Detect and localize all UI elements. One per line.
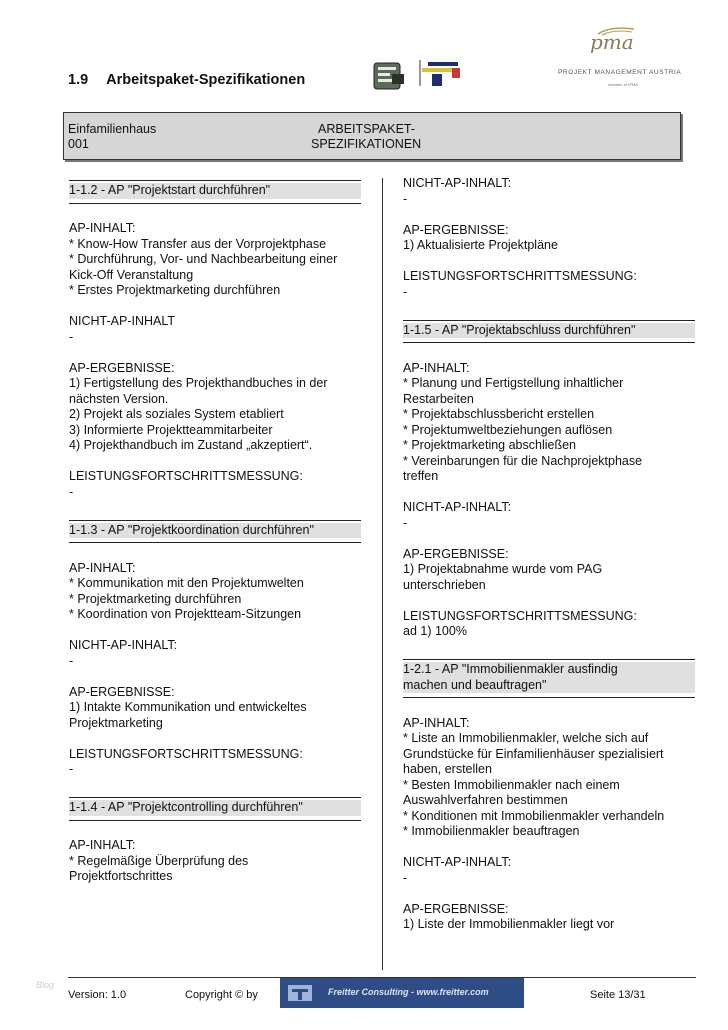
list-item: Restarbeiten bbox=[403, 391, 474, 406]
label-nicht-ap-inhalt: NICHT-AP-INHALT: bbox=[403, 176, 512, 190]
package-title-1-2-1 bbox=[403, 662, 695, 693]
header-title-line1: ARBEITSPAKET- bbox=[318, 122, 416, 136]
project-code: 001 bbox=[68, 137, 89, 151]
watermark: Blog bbox=[36, 980, 55, 990]
label-ap-ergebnisse: AP-ERGEBNISSE: bbox=[403, 901, 509, 916]
list-item: * Projektmarketing abschließen bbox=[403, 438, 576, 452]
label-messung: LEISTUNGSFORTSCHRITTSMESSUNG: bbox=[403, 608, 637, 623]
label-nicht-ap-inhalt: NICHT-AP-INHALT bbox=[69, 314, 176, 328]
pma-logo bbox=[556, 26, 682, 90]
list-item: * Know-How Transfer aus der Vorprojektphase bbox=[69, 236, 327, 251]
label-ap-inhalt: AP-INHALT: bbox=[403, 715, 470, 730]
list-item: * Vereinbarungen für die Nachprojektphase bbox=[403, 453, 643, 468]
separator-rule bbox=[403, 320, 695, 321]
left-column bbox=[69, 176, 361, 885]
header-title-line2: SPEZIFIKATIONEN bbox=[311, 137, 422, 151]
separator-rule bbox=[69, 203, 361, 204]
label-nicht-ap-inhalt: NICHT-AP-INHALT: bbox=[69, 638, 178, 652]
section-number: 1.9 bbox=[68, 72, 89, 88]
section-title: Arbeitspaket-Spezifikationen bbox=[106, 72, 306, 88]
footer-copyright: Copyright © by bbox=[185, 989, 258, 1001]
dash-value: - bbox=[69, 484, 74, 499]
label-ap-inhalt: AP-INHALT: bbox=[403, 360, 470, 375]
list-item: haben, erstellen bbox=[403, 762, 492, 776]
list-item: Grundstücke für Einfamilienhäuser spezialisiert bbox=[403, 746, 664, 761]
list-item: * Konditionen mit Immobilienmakler verhandeln bbox=[403, 808, 665, 823]
separator-rule bbox=[69, 180, 361, 181]
list-item: 1) Liste der Immobilienmakler liegt vor bbox=[403, 917, 615, 931]
project-name: Einfamilienhaus bbox=[68, 122, 157, 136]
list-item: nächsten Version. bbox=[69, 391, 169, 406]
list-item: 4) Projekthandbuch im Zustand „akzeptiert“. bbox=[69, 438, 313, 452]
list-item: * Planung und Fertigstellung inhaltlicher bbox=[403, 376, 624, 390]
separator-rule bbox=[69, 797, 361, 798]
package-title-1-1-3: 1-1.3 - AP "Projektkoordination durchführen" bbox=[69, 523, 361, 539]
list-item: Projektfortschrittes bbox=[69, 869, 173, 883]
list-item: 1) Fertigstellung des Projekthandbuches in der bbox=[69, 376, 328, 390]
list-item: * Regelmäßige Überprüfung des bbox=[69, 853, 249, 868]
list-item: * Immobilienmakler beauftragen bbox=[403, 824, 580, 838]
separator-rule bbox=[403, 659, 695, 660]
list-item: * Projektumweltbeziehungen auflösen bbox=[403, 422, 613, 437]
label-ap-ergebnisse: AP-ERGEBNISSE: bbox=[403, 546, 509, 561]
list-item: unterschrieben bbox=[403, 577, 486, 592]
gantt-chart-icon bbox=[418, 58, 464, 88]
label-ap-ergebnisse: AP-ERGEBNISSE: bbox=[69, 360, 175, 375]
label-ap-inhalt: AP-INHALT: bbox=[69, 560, 136, 575]
list-item: treffen bbox=[403, 469, 439, 483]
label-nicht-ap-inhalt: NICHT-AP-INHALT: bbox=[403, 500, 512, 514]
list-item: * Erstes Projektmarketing durchführen bbox=[69, 283, 281, 297]
separator-rule bbox=[69, 520, 361, 521]
package-title-line: machen und beauftragen" bbox=[403, 677, 547, 692]
dash-value: - bbox=[69, 329, 74, 344]
list-item: 3) Informierte Projektteammitarbeiter bbox=[69, 422, 273, 437]
column-divider bbox=[382, 178, 383, 970]
list-item: * Kommunikation mit den Projektumwelten bbox=[69, 576, 304, 590]
label-ap-ergebnisse: AP-ERGEBNISSE: bbox=[403, 222, 509, 237]
label-messung: LEISTUNGSFORTSCHRITTSMESSUNG: bbox=[403, 269, 637, 283]
logo-text: pma bbox=[590, 30, 634, 54]
package-title-1-1-5: 1-1.5 - AP "Projektabschluss durchführen" bbox=[403, 323, 695, 339]
dash-value: - bbox=[403, 284, 408, 299]
label-ap-inhalt: AP-INHALT: bbox=[69, 221, 136, 235]
dash-value: - bbox=[403, 191, 408, 206]
separator-rule bbox=[69, 542, 361, 543]
list-item: * Projektabschlussbericht erstellen bbox=[403, 407, 595, 421]
footer-version: Version: 1.0 bbox=[68, 989, 127, 1001]
separator-rule bbox=[69, 820, 361, 821]
separator-rule bbox=[403, 697, 695, 698]
dash-value: - bbox=[403, 870, 408, 885]
right-column bbox=[403, 176, 695, 933]
section-heading bbox=[68, 72, 305, 88]
page-number: Seite 13/31 bbox=[590, 989, 646, 1001]
dash-value: - bbox=[69, 762, 74, 776]
list-item: 2) Projekt als soziales System etabliert bbox=[69, 407, 284, 421]
list-item: 1) Projektabnahme wurde vom PAG bbox=[403, 562, 603, 576]
measurement-value: ad 1) 100% bbox=[403, 624, 467, 638]
logo-subtitle: PROJEKT MANAGEMENT AUSTRIA bbox=[558, 69, 682, 76]
banner-text: Freitter Consulting - www.freitter.com bbox=[328, 987, 489, 997]
list-item: * Besten Immobilienmakler nach einem bbox=[403, 777, 620, 792]
list-item: Projektmarketing bbox=[69, 715, 163, 730]
list-item: Auswahlverfahren bestimmen bbox=[403, 793, 568, 807]
document-header-box bbox=[63, 112, 681, 160]
package-title-1-1-2: 1-1.2 - AP "Projektstart durchführen" bbox=[69, 183, 361, 199]
document-pen-icon bbox=[372, 60, 406, 92]
package-title-line: 1-2.1 - AP "Immobilienmakler ausfindig bbox=[403, 662, 618, 676]
dash-value: - bbox=[69, 653, 74, 668]
label-messung: LEISTUNGSFORTSCHRITTSMESSUNG: bbox=[69, 746, 303, 761]
list-item: 1) Intakte Kommunikation und entwickeltes bbox=[69, 700, 307, 714]
logo-tagline: member of IPMA bbox=[608, 82, 639, 87]
list-item: Kick-Off Veranstaltung bbox=[69, 267, 194, 282]
list-item: * Projektmarketing durchführen bbox=[69, 591, 242, 606]
label-nicht-ap-inhalt: NICHT-AP-INHALT: bbox=[403, 855, 512, 869]
list-item: * Liste an Immobilienmakler, welche sich auf bbox=[403, 731, 649, 745]
freitter-consulting-banner bbox=[280, 978, 524, 1008]
list-item: 1) Aktualisierte Projektpläne bbox=[403, 238, 558, 252]
consulting-logo-icon bbox=[286, 983, 314, 1003]
package-title-1-1-4: 1-1.4 - AP "Projektcontrolling durchführen" bbox=[69, 800, 361, 816]
dash-value: - bbox=[403, 515, 408, 530]
label-ap-inhalt: AP-INHALT: bbox=[69, 838, 136, 852]
label-ap-ergebnisse: AP-ERGEBNISSE: bbox=[69, 684, 175, 699]
label-messung: LEISTUNGSFORTSCHRITTSMESSUNG: bbox=[69, 469, 303, 483]
separator-rule bbox=[403, 342, 695, 343]
list-item: * Durchführung, Vor- und Nachbearbeitung einer bbox=[69, 252, 338, 266]
list-item: * Koordination von Projektteam-Sitzungen bbox=[69, 607, 302, 621]
